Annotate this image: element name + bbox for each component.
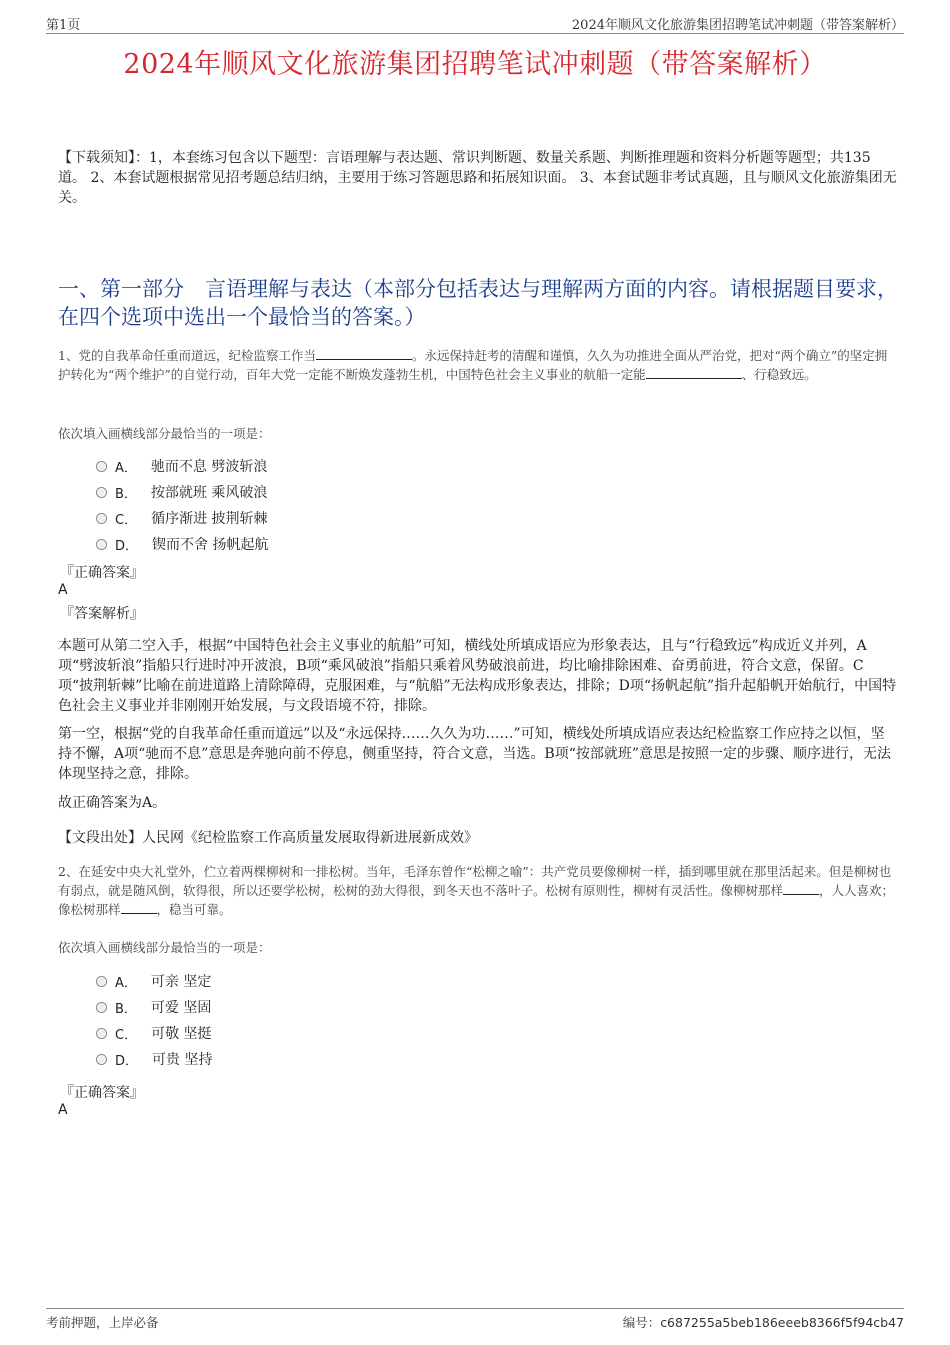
radio-icon[interactable]: [96, 1002, 107, 1013]
download-notice: 【下载须知】：1，本套练习包含以下题型：言语理解与表达题、常识判断题、数量关系题、判断推理题和资料分析题等题型；共135道。 2、本套试题根据常见招考题总结归纳，主要用于练习答题思路和拓展知识面。 3、本套试题非考试真题，且与顺风文化旅游集团无关。: [58, 150, 897, 206]
fill-blank: [646, 366, 742, 379]
radio-icon[interactable]: [96, 461, 107, 472]
page-title: 2024年顺风文化旅游集团招聘笔试冲刺题（带答案解析）: [123, 49, 827, 80]
radio-icon[interactable]: [96, 539, 107, 550]
passage-source: 【文段出处】人民网《纪检监察工作高质量发展取得新进展新成效》: [58, 830, 478, 846]
option-c[interactable]: C． 循序渐进 披荆斩棘: [96, 505, 596, 531]
question-2-prompt: 依次填入画横线部分最恰当的一项是：: [58, 940, 271, 955]
header-doc-title: 2024年顺风文化旅游集团招聘笔试冲刺题（带答案解析）: [571, 18, 904, 33]
question-1-stem-part-2: 。永远保持赶考的清醒和谨慎，久久为功推进全面从严治党，把对“两个确立”的坚定拥护转化为“两个维护”的自觉行动，百年大党一定能不断焕发蓬勃生机，中国特色社会主义事业的航船一定能: [58, 348, 888, 382]
radio-icon[interactable]: [96, 1054, 107, 1065]
footer-slogan: 考前押题，上岸必备: [46, 1315, 159, 1330]
header-divider: [46, 33, 904, 34]
radio-icon[interactable]: [96, 487, 107, 498]
footer-divider: [46, 1308, 904, 1309]
radio-icon[interactable]: [96, 976, 107, 987]
section-heading: 一、第一部分 言语理解与表达（本部分包括表达与理解两方面的内容。请根据题目要求，在四个选项中选出一个最恰当的答案。）: [58, 277, 898, 329]
question-1-prompt: 依次填入画横线部分最恰当的一项是：: [58, 426, 271, 441]
option-a[interactable]: A． 驰而不息 劈波斩浪: [96, 453, 596, 479]
correct-answer: A: [58, 1102, 68, 1118]
question-2-stem-part-3: ，稳当可靠。: [156, 902, 232, 917]
document-code: 编号：c687255a5beb186eeeb8366f5f94cb47: [622, 1315, 904, 1330]
option-c[interactable]: C． 可敬 坚挺: [96, 1020, 596, 1046]
option-b[interactable]: B． 按部就班 乘风破浪: [96, 479, 596, 505]
question-2-options: [96, 968, 596, 1072]
radio-icon[interactable]: [96, 1028, 107, 1039]
fill-blank: [121, 901, 157, 914]
question-2-stem-part-2: ，人人喜欢；像松树那样: [58, 883, 895, 917]
correct-answer-label: 『正确答案』: [60, 1085, 144, 1101]
analysis-paragraph-1: 本题可从第二空入手，根据“中国特色社会主义事业的航船”可知，横线处所填成语应为形象表达，且与“行稳致远”构成近义并列，A项“劈波斩浪”指船只行进时冲开波浪，B项“乘风破浪”指船只乘着风势破浪前进，均比喻排除困难、奋勇前进，符合文意，保留。C项“披荆斩棘”比喻在前进道路上清除障碍，克服困难，与“航船”无法构成形象表达，排除；D项“扬帆起航”指升起船帆开始航行，中国特色社会主义事业并非刚刚开始发展，与文段语境不符，排除。: [58, 638, 897, 714]
question-1-stem-part-3: 、行稳致远。: [741, 367, 817, 382]
option-d[interactable]: D． 可贵 坚持: [96, 1046, 596, 1072]
fill-blank: [783, 882, 819, 895]
analysis-paragraph-2: 第一空，根据“党的自我革命任重而道远”以及“永远保持……久久为功……”可知，横线处所填成语应表达纪检监察工作应持之以恒，坚持不懈，A项“驰而不息”意思是奔驰向前不停息，侧重坚持，符合文意，当选。B项“按部就班”意思是按照一定的步骤、顺序进行，无法体现坚持之意，排除。: [58, 726, 892, 782]
analysis-conclusion: 故正确答案为A。: [58, 795, 167, 811]
question-1-stem-part-1: 1、党的自我革命任重而道远，纪检监察工作当: [58, 348, 316, 363]
page-number: 第1页: [46, 18, 81, 33]
correct-answer: A: [58, 582, 68, 598]
question-1-stem: [58, 346, 898, 384]
question-2-stem: [58, 862, 898, 919]
analysis-label: 『答案解析』: [60, 606, 144, 622]
fill-blank: [316, 347, 412, 360]
option-a[interactable]: A． 可亲 坚定: [96, 968, 596, 994]
radio-icon[interactable]: [96, 513, 107, 524]
question-1-options: [96, 453, 596, 557]
question-2-stem-part-1: 2、在延安中央大礼堂外，伫立着两棵柳树和一排松树。当年，毛泽东曾作“松柳之喻”：共产党员要像柳树一样，插到哪里就在那里活起来。但是柳树也有弱点，就是随风倒，软得很，所以还要学松树，松树的劲大得很，到冬天也不落叶子。松树有原则性，柳树有灵活性。像柳树那样: [58, 864, 892, 898]
option-d[interactable]: D． 锲而不舍 扬帆起航: [96, 531, 596, 557]
correct-answer-label: 『正确答案』: [60, 565, 144, 581]
option-b[interactable]: B． 可爱 坚固: [96, 994, 596, 1020]
